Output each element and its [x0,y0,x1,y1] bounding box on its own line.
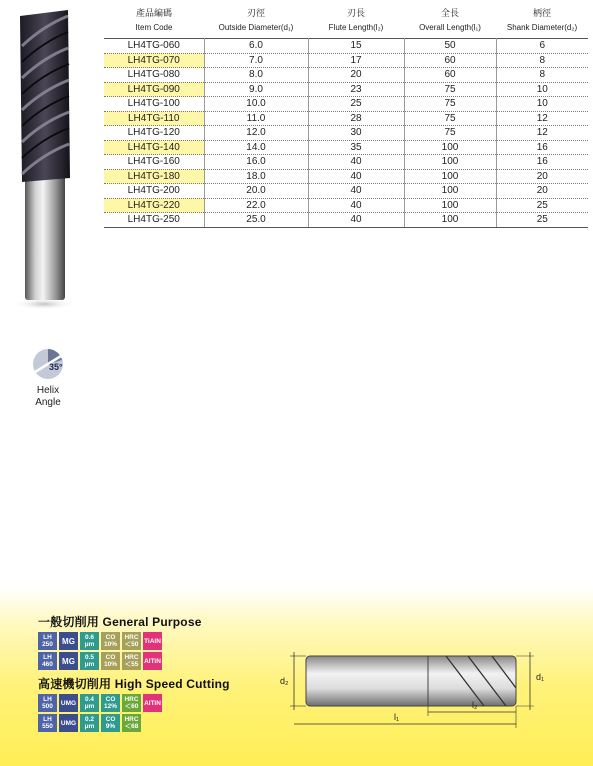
hrc-badge: HRC ＜55 [122,652,141,670]
cell-item-code: LH4TG-140 [104,140,204,155]
cell-outside-diameter: 18.0 [204,169,308,184]
cell-overall-length: 100 [404,155,496,170]
label-l2: l₂ [472,700,478,710]
cell-shank-diameter: 16 [496,155,588,170]
cell-item-code: LH4TG-100 [104,97,204,112]
cell-shank-diameter: 16 [496,140,588,155]
cell-overall-length: 60 [404,53,496,68]
cell-overall-length: 75 [404,126,496,141]
cobalt-badge: CO 9% [101,714,120,732]
cell-shank-diameter: 20 [496,169,588,184]
general-purpose-title: 一般切削用 General Purpose [38,615,202,629]
hrc-badge: HRC ＜50 [122,632,141,650]
cell-shank-diameter: 25 [496,213,588,228]
cell-flute-length: 17 [308,53,404,68]
cell-item-code: LH4TG-120 [104,126,204,141]
table-row [104,39,588,54]
helix-angle-value: 35° [49,362,63,372]
coating-badge: AlTiN [143,652,162,670]
table-row [104,169,588,184]
end-mill-image [8,6,78,311]
cell-flute-length: 25 [308,97,404,112]
coating-badge: TiAlN [143,632,162,650]
table-row [104,82,588,97]
cell-flute-length: 30 [308,126,404,141]
header-item-code: 產品編碼 Item Code [135,8,173,32]
cell-outside-diameter: 11.0 [204,111,308,126]
cell-shank-diameter: 10 [496,97,588,112]
cell-flute-length: 15 [308,39,404,54]
cell-overall-length: 50 [404,39,496,54]
grain-size-badge: 0.4 μm [80,694,99,712]
table-row [104,198,588,213]
cell-outside-diameter: 8.0 [204,68,308,83]
cell-flute-length: 40 [308,169,404,184]
spec-table [104,8,588,228]
helix-label-line1: Helix [36,385,60,396]
hrc-badge: HRC ＜60 [122,694,141,712]
cell-flute-length: 23 [308,82,404,97]
grain-size-badge: 0.6 μm [80,632,99,650]
cell-outside-diameter: 12.0 [204,126,308,141]
cell-overall-length: 75 [404,82,496,97]
hrc-badge: HRC ＜68 [122,714,141,732]
table-row [104,126,588,141]
high-speed-badges-row2 [38,714,141,732]
table-row [104,111,588,126]
cobalt-badge: CO 10% [101,652,120,670]
cell-flute-length: 20 [308,68,404,83]
table-row [104,155,588,170]
substrate-badge: UMG [59,714,78,732]
cell-item-code: LH4TG-110 [104,111,204,126]
cell-overall-length: 100 [404,184,496,199]
label-d1: d₁ [536,672,545,682]
substrate-badge: UMG [59,694,78,712]
cell-outside-diameter: 6.0 [204,39,308,54]
cell-outside-diameter: 14.0 [204,140,308,155]
cell-item-code: LH4TG-220 [104,198,204,213]
cell-overall-length: 100 [404,198,496,213]
substrate-badge: MG [59,652,78,670]
grain-size-badge: 0.2 μm [80,714,99,732]
cell-outside-diameter: 20.0 [204,184,308,199]
cell-item-code: LH4TG-060 [104,39,204,54]
cell-outside-diameter: 9.0 [204,82,308,97]
cell-flute-length: 40 [308,184,404,199]
table-row [104,68,588,83]
header-flute-length: 刃長 Flute Length(l₂) [328,8,384,32]
helix-angle-badge [26,348,70,409]
cell-overall-length: 100 [404,140,496,155]
cell-outside-diameter: 16.0 [204,155,308,170]
cell-overall-length: 75 [404,97,496,112]
cell-outside-diameter: 7.0 [204,53,308,68]
cell-flute-length: 40 [308,198,404,213]
cell-shank-diameter: 10 [496,82,588,97]
cell-shank-diameter: 6 [496,39,588,54]
cobalt-badge: CO 10% [101,632,120,650]
cell-outside-diameter: 10.0 [204,97,308,112]
cell-outside-diameter: 22.0 [204,198,308,213]
grade-badge: LH 500 [38,694,57,712]
label-d2: d₂ [280,676,289,686]
grain-size-badge: 0.5 μm [80,652,99,670]
coating-badge: AlTiN [143,694,162,712]
cell-flute-length: 40 [308,155,404,170]
cell-shank-diameter: 12 [496,126,588,141]
grade-badge: LH 460 [38,652,57,670]
cell-shank-diameter: 25 [496,198,588,213]
table-row [104,97,588,112]
helix-label-line2: Angle [35,397,61,408]
cell-item-code: LH4TG-070 [104,53,204,68]
cell-flute-length: 40 [308,213,404,228]
cell-item-code: LH4TG-160 [104,155,204,170]
substrate-badge: MG [59,632,78,650]
cell-shank-diameter: 20 [496,184,588,199]
grade-badge: LH 550 [38,714,57,732]
cell-item-code: LH4TG-200 [104,184,204,199]
table-row [104,140,588,155]
table-row [104,184,588,199]
cell-overall-length: 60 [404,68,496,83]
cell-flute-length: 28 [308,111,404,126]
table-row [104,213,588,228]
header-outside-diameter: 刃徑 Outside Diameter(d₁) [218,8,294,32]
cell-outside-diameter: 25.0 [204,213,308,228]
header-overall-length: 全長 Overall Length(l₁) [419,8,481,32]
label-l1: l₁ [394,712,400,722]
spec-table-header [104,8,588,39]
table-row [104,53,588,68]
cell-shank-diameter: 8 [496,68,588,83]
grade-badge: LH 250 [38,632,57,650]
cell-item-code: LH4TG-250 [104,213,204,228]
cell-overall-length: 100 [404,213,496,228]
helix-angle-icon [32,348,64,380]
cell-overall-length: 100 [404,169,496,184]
cell-flute-length: 35 [308,140,404,155]
general-purpose-badges-row1 [38,632,162,650]
cell-overall-length: 75 [404,111,496,126]
header-shank-diameter: 柄徑 Shank Diameter(d₂) [506,8,578,32]
cell-shank-diameter: 8 [496,53,588,68]
high-speed-badges-row1 [38,694,162,712]
cell-shank-diameter: 12 [496,111,588,126]
dimension-diagram [278,642,562,734]
cell-item-code: LH4TG-180 [104,169,204,184]
cell-item-code: LH4TG-090 [104,82,204,97]
cobalt-badge: CO 12% [101,694,120,712]
cell-item-code: LH4TG-080 [104,68,204,83]
general-purpose-badges-row2 [38,652,162,670]
high-speed-title: 高速機切削用 High Speed Cutting [38,677,230,691]
